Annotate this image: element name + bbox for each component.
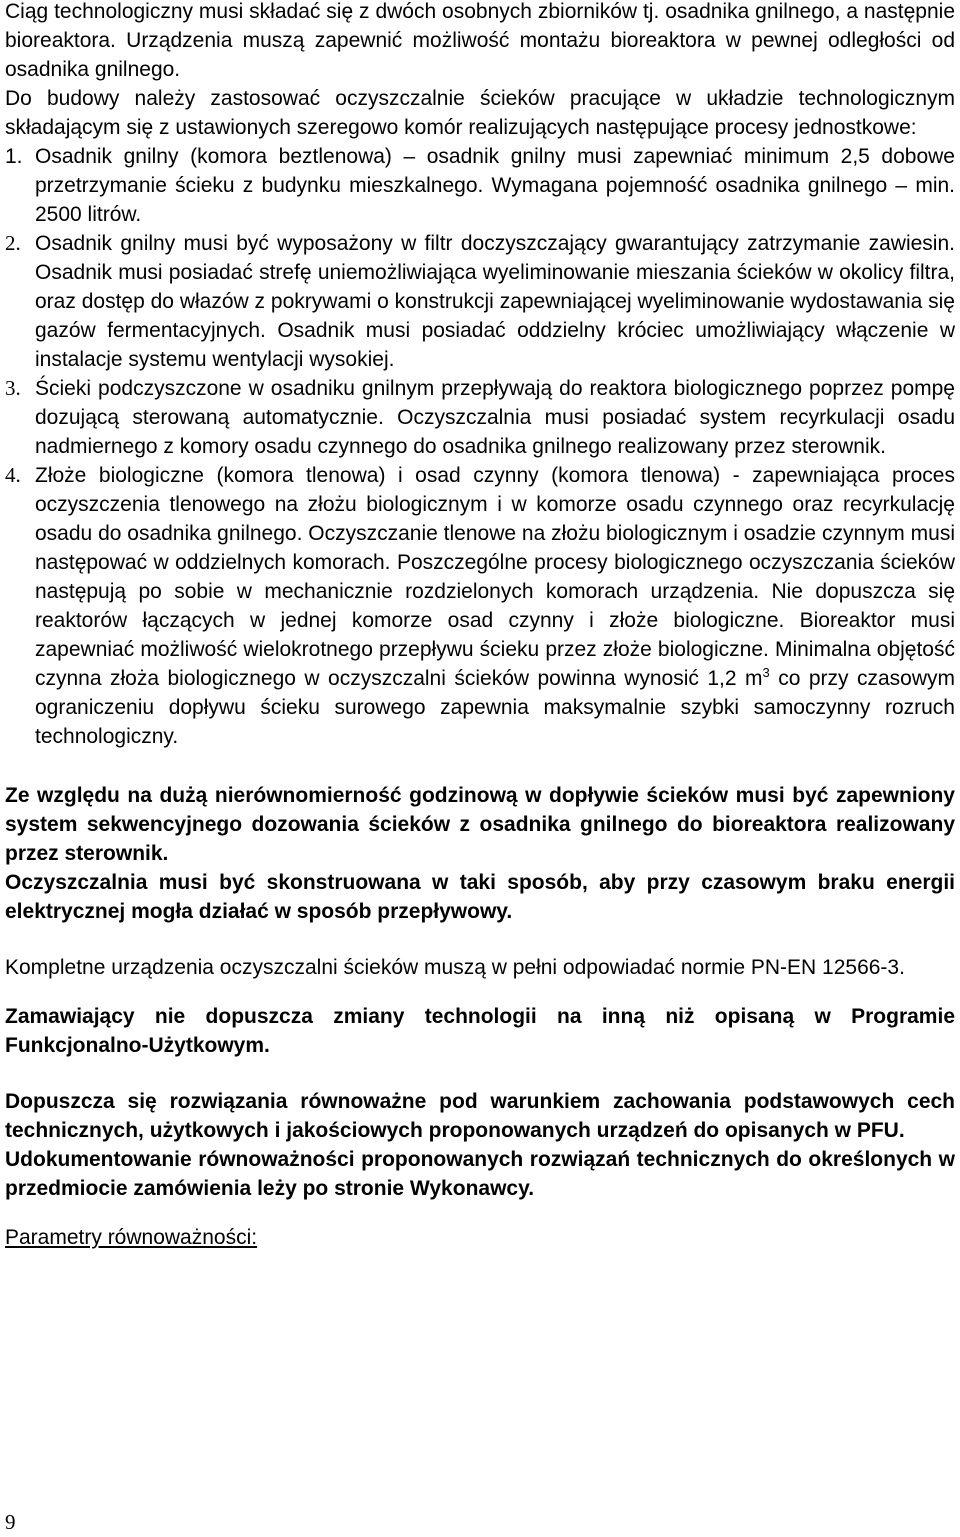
spacer bbox=[5, 926, 955, 953]
list-text-4: Złoże biologiczne (komora tlenowa) i osad czynny (komora tlenowa) - zapewniająca proces oczyszczenia tlenowego na złożu biologicznym i w komorze osadu czynnego oraz recyrkulację osadu do osadnika gnilnego. Oczyszczanie tlenowe na złożu biologicznym i osadzie czynnym musi następować w oddzielnych komorach. Poszczególne procesy biologicznego oczyszczania ścieków następują po sobie w mechanicznie rozdzielonych komorach urządzenia. Nie dopuszcza się reaktorów łączących w jednej komorze osad czynny i złoże biologiczne. Bioreaktor musi zapewniać możliwość wielokrotnego przepływu ścieku przez złoże biologiczne. Minimalna objętość czynna złoża biologicznego w oczyszczalni ścieków powinna wynosić 1,2 m bbox=[35, 464, 955, 690]
params-heading: Parametry równoważności: bbox=[5, 1226, 258, 1249]
intro-paragraph-1: Ciąg technologiczny musi składać się z dwóch osobnych zbiorników tj. osadnika gnilnego, a następnie bioreaktora. Urządzenia muszą zapewnić możliwość montażu bioreaktora w pewnej odległości od osadnika gnilnego. bbox=[5, 0, 955, 81]
spacer bbox=[5, 1203, 955, 1223]
list-number-4: 4. bbox=[5, 463, 21, 487]
list-number-2: 2. bbox=[5, 231, 21, 255]
list-item-1 bbox=[5, 142, 955, 229]
spacer bbox=[5, 982, 955, 1002]
bold-paragraph-technology: Zamawiający nie dopuszcza zmiany technologii na inną niż opisaną w Programie Funkcjonalno-Użytkowym. bbox=[5, 1005, 955, 1057]
list-number-3: 3. bbox=[5, 376, 21, 400]
list-text-2: Osadnik gnilny musi być wyposażony w filtr doczyszczający gwarantujący zatrzymanie zawiesin. Osadnik musi posiadać strefę uniemożliwiająca wyeliminowanie mieszania ścieków w okolicy filtra, oraz dostęp do włazów z pokrywami o konstrukcji zapewniającej wyeliminowanie wydostawania się gazów fermentacyjnych. Osadnik musi posiadać oddzielny króciec umożliwiający włączenie w instalacje systemu wentylacji wysokiej. bbox=[35, 232, 955, 371]
spacer bbox=[5, 1060, 955, 1087]
list-number-1: 1. bbox=[5, 145, 23, 168]
bold-paragraph-documentation: Udokumentowanie równoważności proponowanych rozwiązań technicznych do określonych w przedmiocie zamówienia leży po stronie Wykonawcy. bbox=[5, 1148, 955, 1200]
spacer bbox=[5, 751, 955, 781]
bold-paragraph-equivalent: Dopuszcza się rozwiązania równoważne pod warunkiem zachowania podstawowych cech technicznych, użytkowych i jakościowych proponowanych urządzeń do opisanych w PFU. bbox=[5, 1090, 955, 1142]
list-text-4-after: co przy czasowym ograniczeniu dopływu ścieku surowego zapewnia maksymalnie szybki samoczynny rozruch technologiczny. bbox=[35, 667, 955, 748]
list-item-2 bbox=[5, 229, 955, 374]
norm-paragraph: Kompletne urządzenia oczyszczalni ścieków muszą w pełni odpowiadać normie PN-EN 12566-3. bbox=[5, 956, 905, 979]
list-text-1: Osadnik gnilny (komora beztlenowa) – osadnik gnilny musi zapewniać minimum 2,5 dobowe przetrzymanie ścieku z budynku mieszkalnego. Wymagana pojemność osadnika gnilnego – min. 2500 litrów. bbox=[35, 145, 955, 226]
superscript-3: 3 bbox=[762, 665, 770, 680]
document-page bbox=[5, 0, 955, 1252]
page-number: 9 bbox=[5, 1510, 16, 1534]
list-text-3: Ścieki podczyszczone w osadniku gnilnym przepływają do reaktora biologicznego poprzez pompę dozującą sterowaną automatycznie. Oczyszczalnia musi posiadać system recyrkulacji osadu nadmiernego z komory osadu czynnego do osadnika gnilnego realizowany przez sterownik. bbox=[35, 377, 955, 458]
bold-paragraph-dosing: Ze względu na dużą nierównomierność godzinową w dopływie ścieków musi być zapewniony system sekwencyjnego dozowania ścieków z osadnika gnilnego do bioreaktora realizowany przez sterownik. bbox=[5, 784, 955, 865]
bold-paragraph-power: Oczyszczalnia musi być skonstruowana w taki sposób, aby przy czasowym braku energii elektrycznej mogła działać w sposób przepływowy. bbox=[5, 871, 955, 923]
list-item-4 bbox=[5, 461, 955, 751]
intro-paragraph-2: Do budowy należy zastosować oczyszczalnie ścieków pracujące w układzie technologicznym składającym się z ustawionych szeregowo komór realizujących następujące procesy jednostkowe: bbox=[5, 87, 955, 139]
list-item-3 bbox=[5, 374, 955, 461]
